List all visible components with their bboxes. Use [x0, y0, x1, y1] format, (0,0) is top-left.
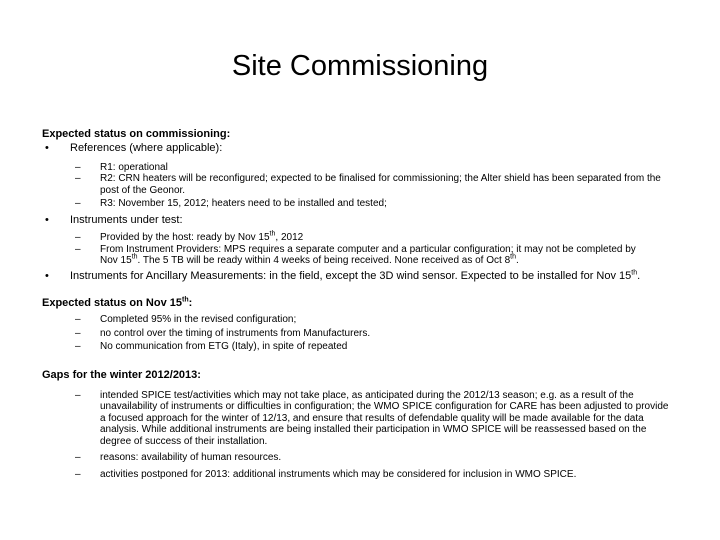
bullet-label: Instruments for Ancillary Measurements: in the field, except the 3D wind sensor. Expected to be installed for Nov 15th.	[70, 268, 641, 282]
list-item-text: R3: November 15, 2012; heaters need to be installed and tested;	[100, 198, 387, 209]
section-heading-gaps: Gaps for the winter 2012/2013:	[42, 368, 201, 381]
dash-mark: –	[75, 341, 81, 352]
dash-mark: –	[75, 161, 81, 173]
dash-mark: –	[75, 327, 81, 339]
bullet-instruments	[42, 214, 682, 227]
bullet-mark: •	[45, 213, 49, 226]
list-item	[42, 244, 682, 267]
dash-mark: –	[75, 173, 81, 184]
list-item-text: intended SPICE test/activities which may not take place, as anticipated during the 2012/13 season; e.g. as a result of the unavailability of instruments or difficulties in configuration; the WMO SPICE configuration for CARE has been adjusted to provide a focused approach for the winter of 12/13, and ensure that results of defendable quality will be made available for the data analysis. While additional instruments are being installed their participation in WMO SPICE will be reassessed based on the degree of success of their installation.	[100, 389, 669, 447]
list-item-text: R1: operational	[100, 161, 168, 173]
list-item-text: activities postponed for 2013: additional instruments which may be considered for inclusion in WMO SPICE.	[100, 468, 577, 480]
dash-mark: –	[75, 198, 81, 209]
bullet-mark: •	[45, 269, 49, 282]
list-item-text: No communication from ETG (Italy), in spite of repeated	[100, 341, 348, 352]
list-item-text: R2: CRN heaters will be reconfigured; expected to be finalised for commissioning; the Alter shield has been separated from the post of the Geonor.	[100, 173, 661, 196]
list-item-text: reasons: availability of human resources.	[100, 452, 282, 463]
list-item	[42, 198, 682, 210]
list-item	[42, 390, 682, 448]
dash-mark: –	[75, 232, 81, 243]
section-heading-nov15: Expected status on Nov 15th:	[42, 296, 193, 309]
list-item-text: no control over the timing of instruments from Manufacturers.	[100, 327, 371, 339]
page-title: Site Commissioning	[231, 50, 489, 82]
list-item-text: Completed 95% in the revised configuration;	[100, 314, 297, 325]
section-heading-commissioning: Expected status on commissioning:	[42, 128, 231, 140]
dash-mark: –	[75, 468, 81, 480]
list-item	[42, 232, 682, 244]
bullet-label: Instruments under test:	[70, 213, 183, 226]
dash-mark: –	[75, 243, 81, 255]
dash-mark: –	[75, 389, 81, 401]
list-item	[42, 162, 682, 174]
bullet-ancillary	[42, 270, 682, 283]
list-item	[42, 328, 682, 340]
list-item	[42, 452, 682, 464]
slide-content	[42, 127, 682, 480]
bullet-label: References (where applicable):	[70, 142, 223, 154]
dash-mark: –	[75, 452, 81, 463]
bullet-mark: •	[45, 142, 49, 154]
list-item	[42, 173, 682, 196]
dash-mark: –	[75, 314, 81, 325]
list-item-text: From Instrument Providers: MPS requires a separate computer and a particular configuration; it may not be completed by Nov 15th. The 5 TB will be ready within 4 weeks of being received. None received as of Oct 8th.	[100, 243, 636, 266]
list-item	[42, 469, 682, 481]
list-item	[42, 341, 682, 353]
list-item	[42, 314, 682, 326]
bullet-references	[42, 142, 682, 155]
list-item-text: Provided by the host: ready by Nov 15th, 2012	[100, 230, 304, 243]
